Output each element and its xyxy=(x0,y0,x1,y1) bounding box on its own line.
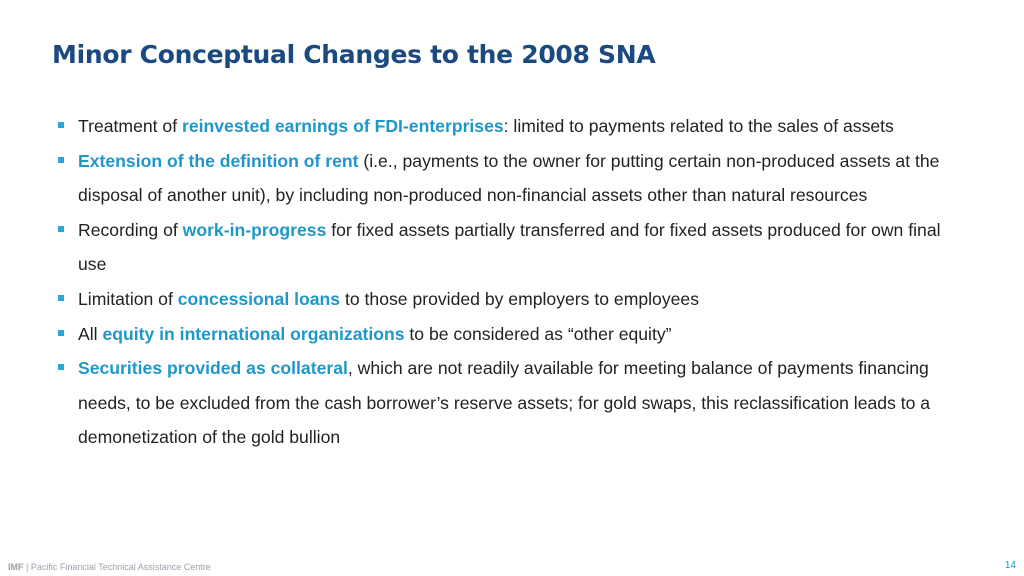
square-bullet-icon xyxy=(58,295,64,301)
footer-separator: | xyxy=(23,562,31,572)
bullet-highlight: Securities provided as collateral xyxy=(78,358,348,379)
bullet-text-pre: Recording of xyxy=(78,219,183,240)
square-bullet-icon xyxy=(58,122,64,128)
bullet-text-pre: Treatment of xyxy=(78,116,182,136)
bullet-text-pre: Limitation of xyxy=(78,288,178,309)
bullet-item-equity-international-orgs xyxy=(58,317,958,352)
bullet-highlight: reinvested earnings of FDI-enterprises xyxy=(181,116,504,136)
bullet-item-work-in-progress xyxy=(58,213,958,282)
bullet-list xyxy=(58,109,958,455)
bullet-text-pre: All xyxy=(78,323,103,344)
bullet-text-post: , which are not readily available for meeting balance of payments financing needs, to be excluded from the cash borrower’s reserve assets; for gold swaps, this reclassification leads to a demonetization of the gold bullion xyxy=(78,358,931,448)
bullet-item-definition-of-rent xyxy=(58,144,958,213)
slide-title: Minor Conceptual Changes to the 2008 SNA xyxy=(52,40,656,69)
bullet-text-post: : limited to payments related to the sales of assets xyxy=(503,116,894,136)
bullet-item-reinvested-earnings xyxy=(58,109,958,144)
bullet-text-post: for fixed assets partially transferred and for fixed assets produced for own final use xyxy=(78,219,941,275)
footer xyxy=(8,562,211,572)
square-bullet-icon xyxy=(58,226,64,232)
bullet-text-post: (i.e., payments to the owner for putting certain non-produced assets at the disposal of another unit), by including non-produced non-financial assets other than natural resources xyxy=(78,150,940,206)
bullet-item-securities-collateral xyxy=(58,351,958,455)
square-bullet-icon xyxy=(58,364,64,370)
square-bullet-icon xyxy=(58,330,64,336)
footer-text: Pacific Financial Technical Assistance Centre xyxy=(30,562,211,572)
bullet-text-post: to those provided by employers to employees xyxy=(340,288,699,309)
footer-org: IMF xyxy=(8,562,24,572)
bullet-highlight: concessional loans xyxy=(177,288,341,309)
bullet-highlight: work-in-progress xyxy=(182,219,327,240)
square-bullet-icon xyxy=(58,157,64,163)
page-number: 14 xyxy=(1004,560,1016,571)
bullet-highlight: equity in international organizations xyxy=(102,323,405,344)
bullet-item-concessional-loans xyxy=(58,282,958,317)
bullet-highlight: Extension of the definition of rent xyxy=(78,150,359,171)
bullet-text-post: to be considered as “other equity” xyxy=(404,323,672,344)
